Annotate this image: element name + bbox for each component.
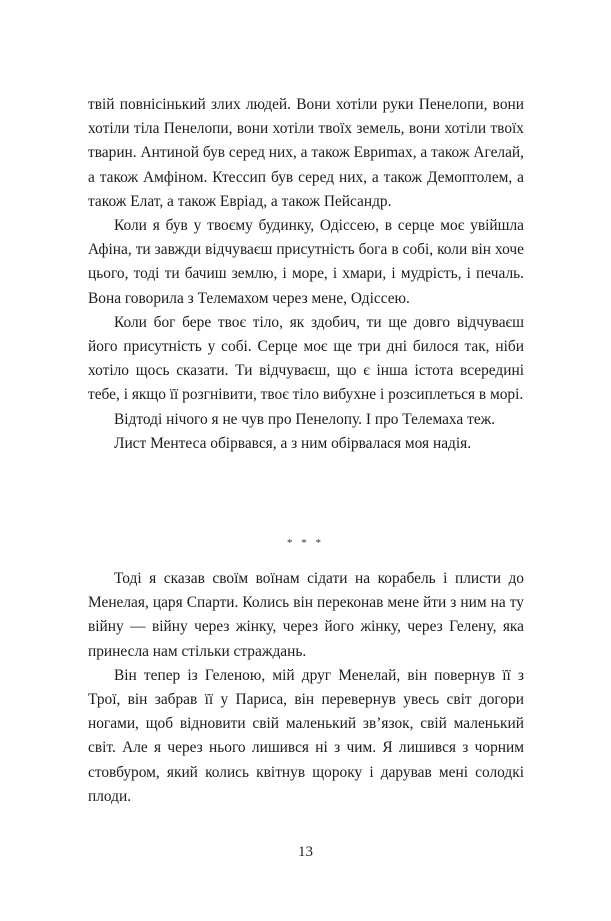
paragraph-athena: Коли я був у твоєму будинку, Одіссею, в серце моє увійшла Афіна, ти завжди відчуваєш присутність бога в собі, коли він хоче цього, тоді ти бачиш землю, і море, і хмари, і мудрість, і печаль. Вона говорила з Телемахом через мене, Одіссею. bbox=[88, 217, 524, 307]
text-section-1 bbox=[88, 93, 524, 456]
paragraph-menelaus-helen: Він тепер із Геленою, мій друг Менелай, він повернув її з Трої, він забрав її у Париса, він перевернув увесь світ догори ногами, щоб відновити свій маленький зв’язок, свій маленький світ. Але я через нього лишився ні з чим. Я лишився з чорним стовбуром, який колись квітнув щороку і дарував мені солодкі плоди. bbox=[88, 666, 524, 805]
paragraph-suitors-list: твій повнісінький злих людей. Вони хотіли руки Пенелопи, вони хотіли тіла Пенелопи, вони хотіли твоїх земель, вони хотіли твоїх тварин. Антиной був серед них, а також Евриmах, а також Агелай, а також Амфіном. Ктессип був серед них, а також Демоптолем, а також Елат, а також Евріад, а також Пейсандр. bbox=[88, 96, 524, 210]
section-separator: * * * bbox=[287, 537, 324, 549]
page-number: 13 bbox=[298, 844, 313, 860]
paragraph-no-news: Відтоді нічого я не чув про Пенелопу. І про Телемаха теж. bbox=[114, 410, 496, 428]
text-section-2 bbox=[88, 567, 524, 809]
paragraph-god-presence: Коли бог бере твоє тіло, як здобич, ти ще довго відчуваєш його присутність у собі. Серце моє ще три дні билося так, ніби хотіло щось сказати. Ти відчуваєш, що є інша істота всередині тебе, і якщо її розгнівити, твоє тіло вибухне і розсиплеться в морі. bbox=[88, 313, 524, 404]
paragraph-letter-ended: Лист Ментеса обірвався, а з ним обірвалася моя надія. bbox=[114, 434, 472, 452]
paragraph-sail-to-menelaus: Тоді я сказав своїм воїнам сідати на корабель і плисти до Менелая, царя Спарти. Колись він переконав мене йти з ним на ту війну — війну через жінку, через його жінку, через Гелену, яка принесла нам стільки страждань. bbox=[88, 570, 524, 660]
